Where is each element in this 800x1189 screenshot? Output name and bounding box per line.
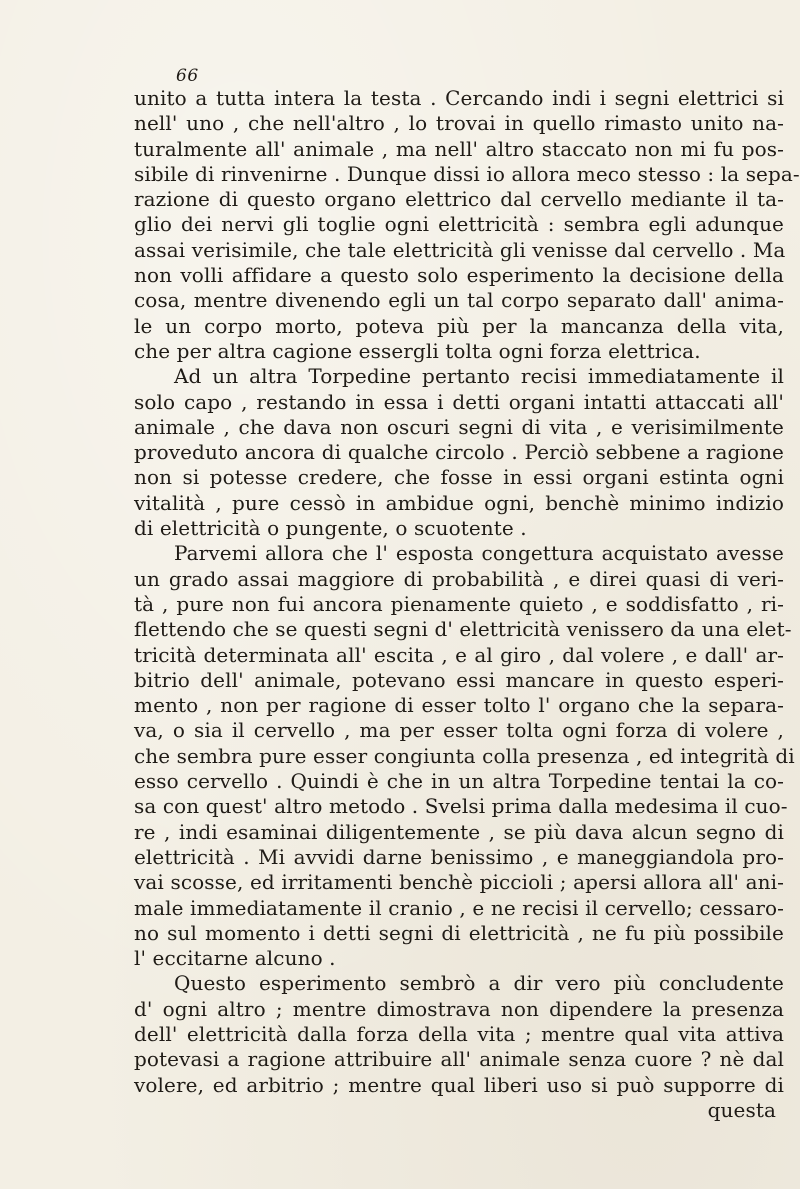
text-line: le un corpo morto, poteva più per la mancanza della vita,: [134, 313, 784, 338]
text-line: mento , non per ragione di esser tolto l' organo che la separa-: [134, 693, 784, 718]
text-line: potevasi a ragione attribuire all' animale senza cuore ? nè dal: [134, 1047, 784, 1072]
text-line: non si potesse credere, che fosse in essi organi estinta ogni: [134, 465, 784, 490]
text-line: esso cervello . Quindi è che in un altra Torpedine tentai la co-: [134, 769, 784, 794]
text-line: proveduto ancora di qualche circolo . Perciò sebbene a ragione: [134, 440, 784, 465]
text-line: assai verisimile, che tale elettricità gli venisse dal cervello . Ma: [134, 237, 786, 262]
catchword: questa: [707, 1097, 776, 1122]
text-line: che per altra cagione essergli tolta ogni forza elettrica.: [134, 338, 701, 363]
text-line: tricità determinata all' escita , e al giro , dal volere , e dall' ar-: [134, 642, 784, 667]
paragraph-start-line: Ad un altra Torpedine pertanto recisi immediatamente il: [174, 364, 784, 389]
text-line: no sul momento i detti segni di elettricità , ne fu più possibile: [134, 920, 784, 945]
text-line: nell' uno , che nell'altro , lo trovai in quello rimasto unito na-: [134, 111, 784, 136]
text-line: che sembra pure esser congiunta colla presenza , ed integrità di: [134, 743, 795, 768]
text-line: turalmente all' animale , ma nell' altro staccato non mi fu pos-: [134, 136, 784, 161]
text-line: cosa, mentre divenendo egli un tal corpo separato dall' anima-: [134, 288, 784, 313]
body-text: [134, 86, 800, 1123]
text-line: glio dei nervi gli toglie ogni elettricità : sembra egli adunque: [134, 212, 784, 237]
text-line: non volli affidare a questo solo esperimento la decisione della: [134, 263, 784, 288]
text-line: vitalità , pure cessò in ambidue ogni, benchè minimo indizio: [134, 490, 784, 515]
text-line: tà , pure non fui ancora pienamente quieto , e soddisfatto , ri-: [134, 591, 784, 616]
paragraph-start-line: Parvemi allora che l' esposta congettura acquistato avesse: [174, 541, 784, 566]
page-number: 66: [176, 66, 199, 86]
text-line: un grado assai maggiore di probabilità , e direi quasi di veri-: [134, 566, 784, 591]
text-line: animale , che dava non oscuri segni di vita , e verisimilmente: [134, 414, 784, 439]
text-line: bitrio dell' animale, potevano essi mancare in questo esperi-: [134, 667, 784, 692]
text-line: sa con quest' altro metodo . Svelsi prima dalla medesima il cuo-: [134, 794, 788, 819]
text-line: di elettricità o pungente, o scuotente .: [134, 516, 527, 541]
text-line: vai scosse, ed irritamenti benchè piccioli ; apersi allora all' ani-: [134, 870, 784, 895]
text-line: d' ogni altro ; mentre dimostrava non dipendere la presenza: [134, 996, 784, 1021]
text-line: solo capo , restando in essa i detti organi intatti attaccati all': [134, 389, 784, 414]
text-line: sibile di rinvenirne . Dunque dissi io allora meco stesso : la sepa-: [134, 161, 800, 186]
text-line: dell' elettricità dalla forza della vita ; mentre qual vita attiva: [134, 1021, 784, 1046]
text-line: volere, ed arbitrio ; mentre qual liberi uso si può supporre di: [134, 1072, 784, 1097]
text-line: va, o sia il cervello , ma per esser tolta ogni forza di volere ,: [134, 718, 784, 743]
text-line: re , indi esaminai diligentemente , se più dava alcun segno di: [134, 819, 784, 844]
text-line: elettricità . Mi avvidi darne benissimo , e maneggiandola pro-: [134, 844, 784, 869]
text-line: flettendo che se questi segni d' elettricità venissero da una elet-: [134, 617, 792, 642]
text-line: unito a tutta intera la testa . Cercando indi i segni elettrici si: [134, 86, 784, 110]
text-line: razione di questo organo elettrico dal cervello mediante il ta-: [134, 187, 784, 212]
text-line: l' eccitarne alcuno .: [134, 946, 336, 971]
paragraph-start-line: Questo esperimento sembrò a dir vero più concludente: [174, 971, 784, 996]
text-line: male immediatamente il cranio , e ne recisi il cervello; cessaro-: [134, 895, 784, 920]
